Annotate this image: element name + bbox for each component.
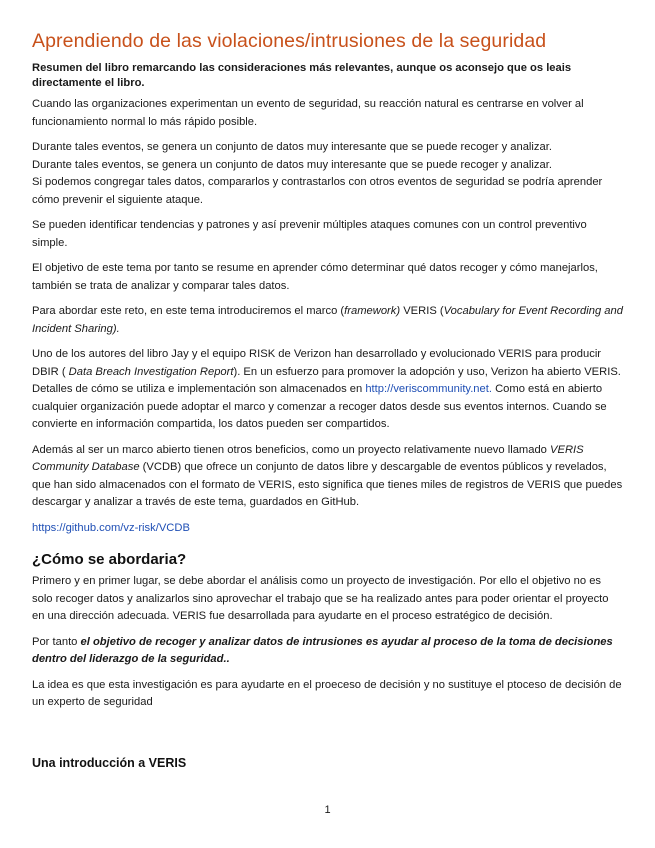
paragraph-2-line-3: Si podemos congregar tales datos, compararlos y contrastarlos con otros eventos de seguridad se podría aprender cómo prevenir el siguiente ataque.: [32, 176, 603, 206]
paragraph-9-text-a: Por tanto: [32, 635, 81, 648]
paragraph-7-text-a: Además al ser un marco abierto tienen otros beneficios, como un proyecto relativamente nuevo llamado: [32, 443, 551, 456]
paragraph-7-text-b: (VCDB) que ofrece un conjunto de datos libre y descargable de eventos públicos y revelados, que han sido almacenados con el formato de VERIS, esto significa que tienes miles de registros de VERIS que puedes descargar y analizar a través de este tema, guardados en GitHub.: [32, 461, 623, 508]
page-number: 1: [324, 804, 331, 816]
paragraph-8: Primero y en primer lugar, se debe abordar el análisis como un proyecto de investigación. Por ello el objetivo no es solo recoger datos y analizarlos sino aprovechar el trabajo que se ha realizado antes para poder orientar el proyecto en una dirección adecuada. VERIS fue desarrollada para ayudarte en el proceso estratégico de decisión.: [32, 575, 609, 622]
paragraph-6-text-c: Como está en abierto cualquier organización puede adoptar el marco y comenzar a recoger datos desde sus eventos internos. Cuando se convierte en información compartida, los datos pueden ser compartidos.: [32, 383, 607, 430]
paragraph-9: [32, 634, 623, 669]
paragraph-2: [32, 139, 623, 209]
framework-term: framework): [344, 305, 401, 317]
key-objective-statement: el objetivo de recoger y analizar datos de intrusiones es ayudar al proceso de la toma de decisiones dentro del liderazgo de la seguridad..: [32, 635, 613, 665]
paragraph-2-line-2: Durante tales eventos, se genera un conjunto de datos muy interesante que se puede recoger y analizar.: [32, 158, 552, 171]
paragraph-10: La idea es que esta investigación es para ayudarte en el proeceso de decisión y no sustituye el ptoceso de decisión de un experto de seguridad: [32, 678, 622, 708]
paragraph-6-text-a: Uno de los autores del libro Jay y el equipo RISK de Verizon han desarrollado y evolucionado VERIS para producir DBIR (: [32, 348, 602, 378]
paragraph-4: El objetivo de este tema por tanto se resume en aprender cómo determinar qué datos recoger y cómo manejarlos, también se trata de analizar y comparar tales datos.: [32, 262, 598, 292]
veriscommunity-link[interactable]: http://veriscommunity.net.: [365, 383, 492, 395]
section-heading-veris-intro: Una introducción a VERIS: [32, 755, 187, 770]
paragraph-6-text-b: ). En un esfuerzo para promover la adopción y uso, Verizon ha abierto VERIS. Detalles de cómo se utiliza e implementación son almacenados en: [32, 365, 621, 395]
paragraph-1: Cuando las organizaciones experimentan un evento de seguridad, su reacción natural es centrarse en volver al funcionamiento normal lo más rápido posible.: [32, 98, 584, 128]
paragraph-5: [32, 303, 623, 338]
veris-expansion: Vocabulary for Event Recording and Incident Sharing).: [32, 305, 623, 335]
paragraph-5-text-a: Para abordar este reto, en este tema introduciremos el marco (: [32, 305, 345, 317]
paragraph-6: [32, 346, 623, 434]
github-paragraph: [32, 520, 623, 538]
github-link[interactable]: https://github.com/vz-risk/VCDB: [32, 521, 190, 534]
dbir-term: Data Breach Investigation Report: [65, 365, 234, 378]
lead-summary: Resumen del libro remarcando las consideraciones más relevantes, aunque os aconsejo que os leais directamente el libro.: [32, 62, 572, 89]
document-title: Aprendiendo de las violaciones/intrusiones de la seguridad: [32, 30, 547, 52]
vcdb-term: VERIS Community Database: [32, 443, 584, 473]
section-heading-abordaria: ¿Cómo se abordaria?: [32, 551, 187, 568]
paragraph-5-text-b: VERIS (: [400, 305, 444, 317]
paragraph-3: Se pueden identificar tendencias y patrones y así prevenir múltiples ataques comunes con un control preventivo simple.: [32, 219, 587, 249]
paragraph-7: [32, 442, 623, 512]
paragraph-2-line-1: Durante tales eventos, se genera un conjunto de datos muy interesante que se puede recoger y analizar.: [32, 141, 552, 153]
